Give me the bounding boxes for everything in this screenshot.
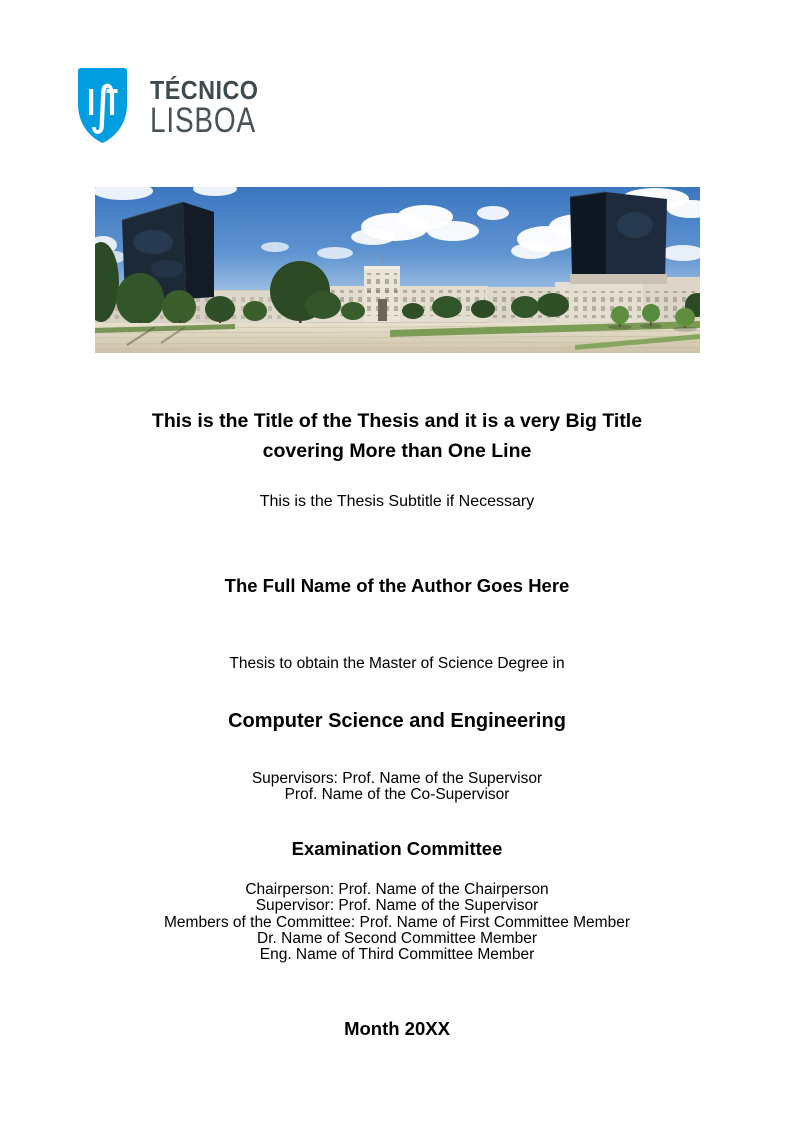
supervisors-block [0,771,794,803]
examination-committee-heading: Examination Committee [291,838,503,859]
wordmark-lisboa: LISBOA [150,101,256,140]
campus-photo [95,187,700,353]
thesis-title-line2: covering More than One Line [262,440,532,462]
committee-line-member2: Dr. Name of Second Committee Member [257,929,537,947]
author-name: The Full Name of the Author Goes Here [224,575,570,596]
monogram-integral: ∫ [88,76,117,136]
thesis-title [0,406,794,466]
committee-line-member1: Members of the Committee: Prof. Name of First Committee Member [164,913,630,931]
degree-intro: Thesis to obtain the Master of Science Degree in [229,655,565,672]
thesis-subtitle: This is the Thesis Subtitle if Necessary [259,493,535,510]
building-under-tower [570,274,667,284]
degree-name: Computer Science and Engineering [228,710,566,732]
committee-line-supervisor: Supervisor: Prof. Name of the Supervisor [255,897,539,915]
cover-date: Month 20XX [344,1018,450,1039]
ist-shield-logo [78,68,127,145]
wordmark-tecnico: TÉCNICO [150,75,259,105]
committee-line-member3: Eng. Name of Third Committee Member [259,946,535,964]
right-tower [570,192,667,279]
committee-line-chairperson: Chairperson: Prof. Name of the Chairperson [245,881,549,898]
committee-list [0,882,794,963]
supervisors-line2: Prof. Name of the Co-Supervisor [284,786,510,804]
thesis-title-line1: This is the Title of the Thesis and it is a very Big Title [151,410,643,432]
supervisors-line1: Supervisors: Prof. Name of the Supervisor [251,770,543,787]
